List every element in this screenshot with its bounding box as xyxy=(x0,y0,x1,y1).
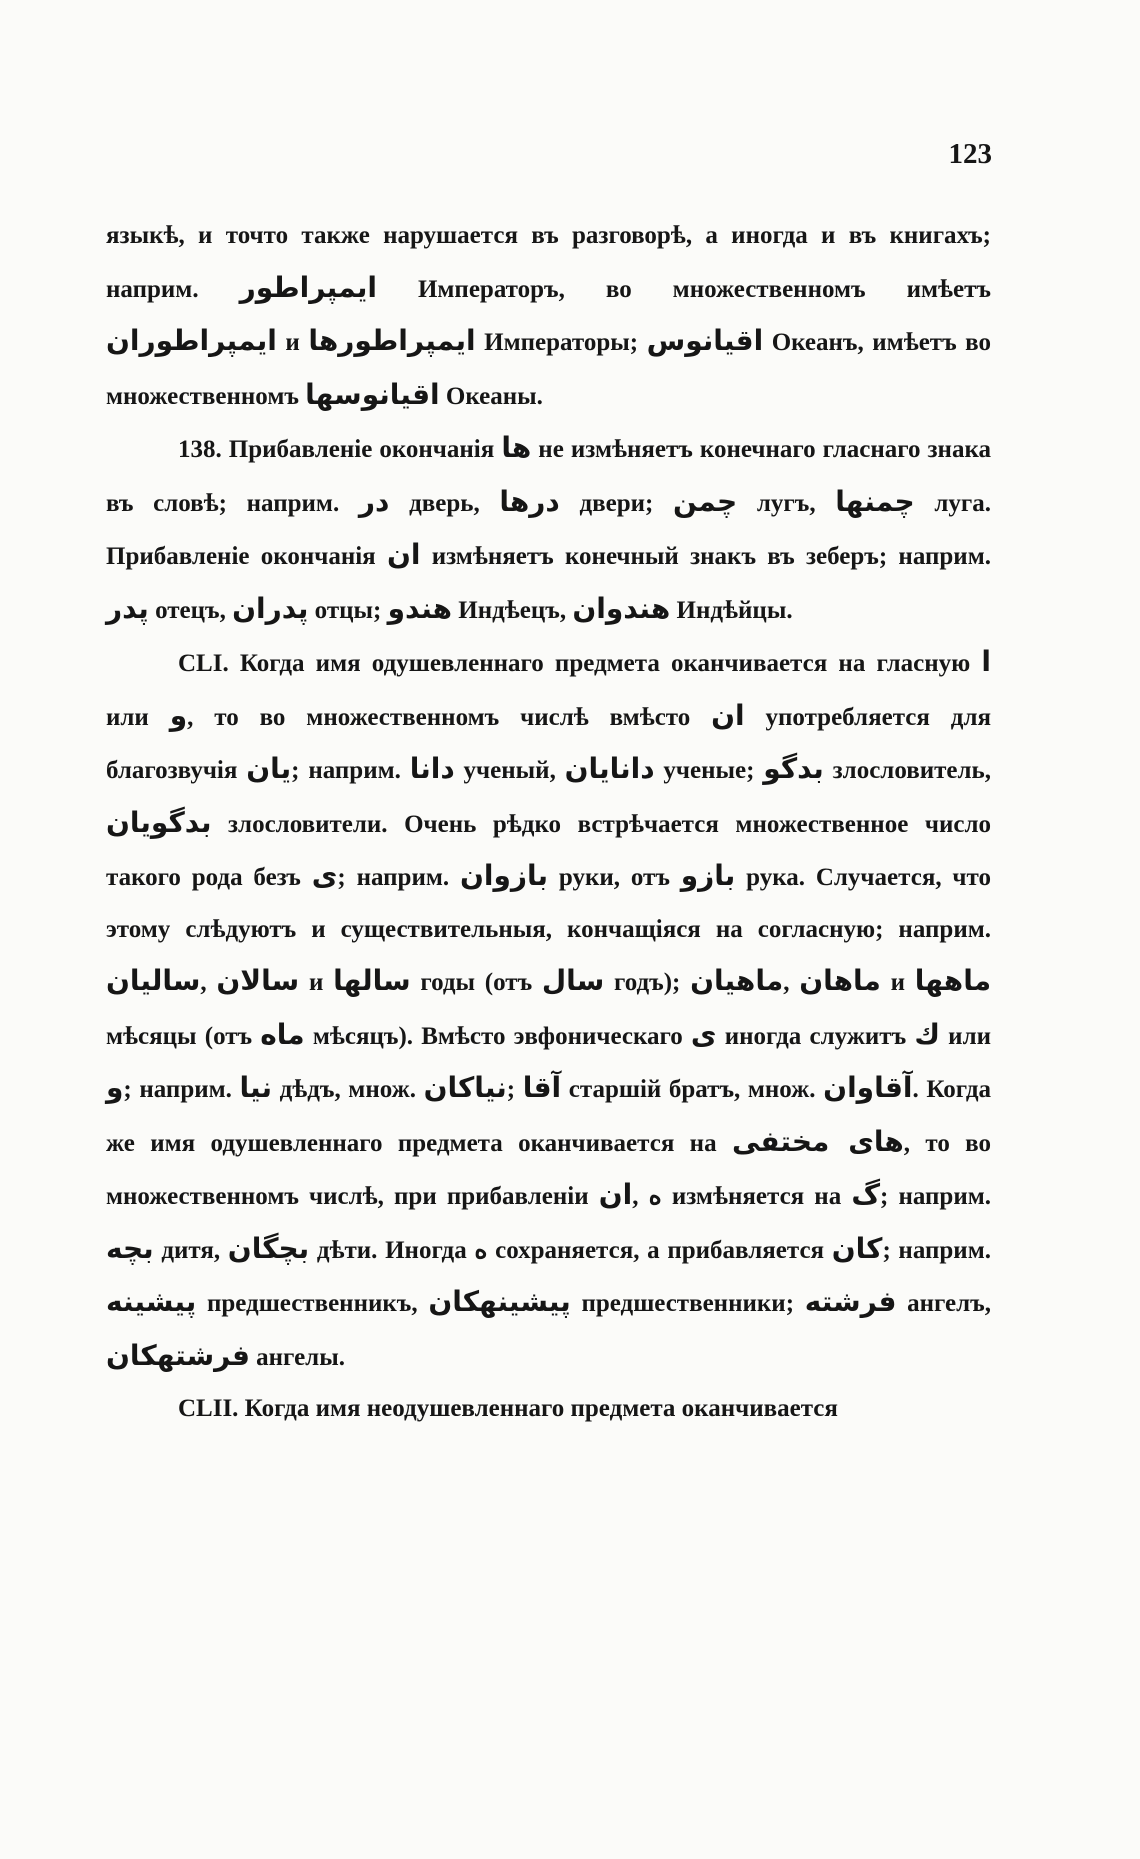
paragraph xyxy=(106,210,991,422)
persian-word: سال xyxy=(541,964,605,997)
body-text xyxy=(106,210,991,1435)
persian-word: فرشتهکان xyxy=(106,1338,250,1372)
text-run: злословитель, xyxy=(823,757,991,784)
text-run: 138. Прибавленіе окончанія xyxy=(178,436,502,463)
persian-word: آقاوان xyxy=(823,1071,913,1104)
text-run: ангелъ, xyxy=(896,1290,991,1317)
persian-word: ا xyxy=(981,645,991,678)
text-run: годы (отъ xyxy=(410,969,542,996)
paragraph xyxy=(106,422,991,636)
text-run: ученый, xyxy=(454,757,565,784)
persian-word: هندو xyxy=(387,591,453,625)
paragraph xyxy=(106,1383,991,1435)
persian-word: پیشینه xyxy=(106,1285,197,1318)
text-run: не измѣняетъ конечнаго гласнаго знака въ словѣ; наприм. xyxy=(106,436,991,517)
text-run: дверь, xyxy=(389,489,500,517)
persian-word: ها xyxy=(501,431,532,464)
text-run: предшественники; xyxy=(570,1290,805,1317)
persian-word: سالیان xyxy=(106,964,201,997)
text-run: ангелы. xyxy=(249,1343,345,1371)
text-run: или xyxy=(940,1022,992,1050)
persian-word: پدران xyxy=(232,591,309,625)
text-run: мѣсяцы (отъ xyxy=(106,1022,261,1050)
persian-word: بدگو xyxy=(763,752,824,785)
text-run: двери; xyxy=(559,489,674,517)
text-run: и xyxy=(880,969,915,996)
persian-word: چمن xyxy=(673,484,738,518)
persian-word: اقیانوس xyxy=(646,324,764,357)
persian-word: ی xyxy=(690,1017,717,1051)
persian-word: ان xyxy=(386,538,421,571)
text-run: CLI. Когда имя одушевленнаго предмета оканчивается на гласную xyxy=(178,650,982,677)
page-number: 123 xyxy=(948,138,992,170)
persian-word: سالها xyxy=(333,964,411,997)
persian-word: نیاکان xyxy=(423,1071,507,1104)
persian-word: ماهیان xyxy=(690,964,784,997)
persian-word: بدگویان xyxy=(106,805,212,839)
text-run: отецъ, xyxy=(148,596,233,624)
text-run: измѣняетъ конечный знакъ въ зеберъ; наприм. xyxy=(420,543,991,570)
text-run: или xyxy=(106,703,170,731)
persian-word: پدر xyxy=(106,591,149,625)
text-run: Индѣецъ, xyxy=(452,596,573,624)
text-run: предшественникъ, xyxy=(196,1290,429,1317)
persian-word: گ xyxy=(851,1178,880,1211)
persian-word: یان xyxy=(246,752,292,785)
text-run: и xyxy=(276,329,309,356)
persian-word: ماهها xyxy=(914,964,992,997)
text-run: ; xyxy=(506,1076,523,1103)
text-run: годъ); xyxy=(604,969,691,996)
persian-word: سالان xyxy=(216,964,300,997)
persian-word: هندوان xyxy=(572,591,671,625)
text-run: , то во множественномъ числѣ вмѣсто xyxy=(187,703,712,731)
text-run: отцы; xyxy=(308,596,388,624)
paragraph xyxy=(106,636,991,1383)
persian-word: در xyxy=(358,484,390,518)
text-run: ; наприм. xyxy=(880,1183,992,1210)
text-run: дѣти. Иногда ه сохраняется, а прибавляется xyxy=(309,1236,832,1264)
text-run: злословители. Очень рѣдко встрѣчается множественное число такого рода безъ xyxy=(106,810,991,891)
persian-word: آقا xyxy=(522,1071,562,1104)
text-run: мѣсяцъ). Вмѣсто эвфоническаго xyxy=(304,1022,691,1050)
text-run: рука. Случается, что этому слѣдуютъ и существительныя, кончащіяся на согласную; наприм. xyxy=(106,864,991,943)
text-run: . Когда же имя одушевленнаго предмета оканчивается на xyxy=(106,1076,992,1157)
persian-word: ایمپراطوران xyxy=(106,324,277,357)
persian-word: بازو xyxy=(680,859,736,892)
text-run: ; наприм. xyxy=(882,1236,991,1264)
persian-word: دانایان xyxy=(564,752,655,785)
persian-word: پیشینهکان xyxy=(428,1285,571,1318)
persian-word: بچه xyxy=(106,1231,154,1265)
text-run: и xyxy=(299,969,334,996)
text-run: , ه измѣняется на xyxy=(632,1183,852,1210)
persian-word: چمنها xyxy=(835,484,915,518)
persian-word: ان xyxy=(598,1178,633,1211)
persian-word: ماهان xyxy=(799,964,881,997)
text-run: употребляется для благозвучія xyxy=(106,703,991,784)
text-run: Океаны. xyxy=(439,382,543,410)
persian-word: ك xyxy=(914,1017,940,1051)
persian-word: فرشته xyxy=(804,1285,897,1318)
text-run: иногда служитъ xyxy=(716,1022,915,1050)
persian-word: ایمپراطورها xyxy=(308,324,476,357)
text-run: , xyxy=(200,969,217,996)
text-run: CLII. Когда имя неодушевленнаго предмета оканчивается xyxy=(178,1395,838,1422)
text-run: Индѣйцы. xyxy=(670,596,793,624)
persian-word: نیا xyxy=(239,1071,272,1104)
persian-word: کان xyxy=(831,1231,883,1265)
text-run: языкѣ, и точто также нарушается въ разговорѣ, а иногда и въ книгахъ; наприм. xyxy=(106,222,991,303)
persian-word: و xyxy=(106,1071,124,1104)
text-run: ; наприм. xyxy=(337,864,460,891)
text-run: лугъ, xyxy=(737,489,836,517)
persian-word: ی xyxy=(311,859,338,892)
text-run: старшій братъ, множ. xyxy=(561,1076,824,1103)
text-run: руки, отъ xyxy=(548,864,681,891)
persian-word: بچگان xyxy=(227,1231,310,1265)
text-run: ; наприм. xyxy=(291,757,410,784)
text-run: ученые; xyxy=(654,757,764,784)
text-run: луга. Прибавленіе окончанія xyxy=(106,489,991,570)
persian-word: اقیانوسها xyxy=(305,377,440,411)
persian-word: درها xyxy=(499,484,560,518)
text-run: Океанъ, имѣетъ во множественномъ xyxy=(106,329,991,410)
text-run: ; наприм. xyxy=(123,1076,240,1103)
persian-word: ایمپراطور xyxy=(239,270,377,304)
persian-word: دانا xyxy=(409,752,455,785)
text-run: Императоръ, во множественномъ имѣетъ xyxy=(376,275,991,303)
text-run: , то во множественномъ числѣ, при прибавленіи xyxy=(106,1129,992,1210)
text-run: дитя, xyxy=(153,1236,228,1264)
text-run: дѣдъ, множ. xyxy=(271,1076,424,1103)
text-run: , xyxy=(783,969,800,996)
text-run: Императоры; xyxy=(475,329,647,356)
persian-word: ان xyxy=(711,698,745,732)
persian-word: ماه xyxy=(260,1017,305,1051)
persian-word: بازوان xyxy=(460,859,549,892)
persian-word: و xyxy=(169,698,188,732)
persian-word: های مختفی xyxy=(731,1124,904,1158)
